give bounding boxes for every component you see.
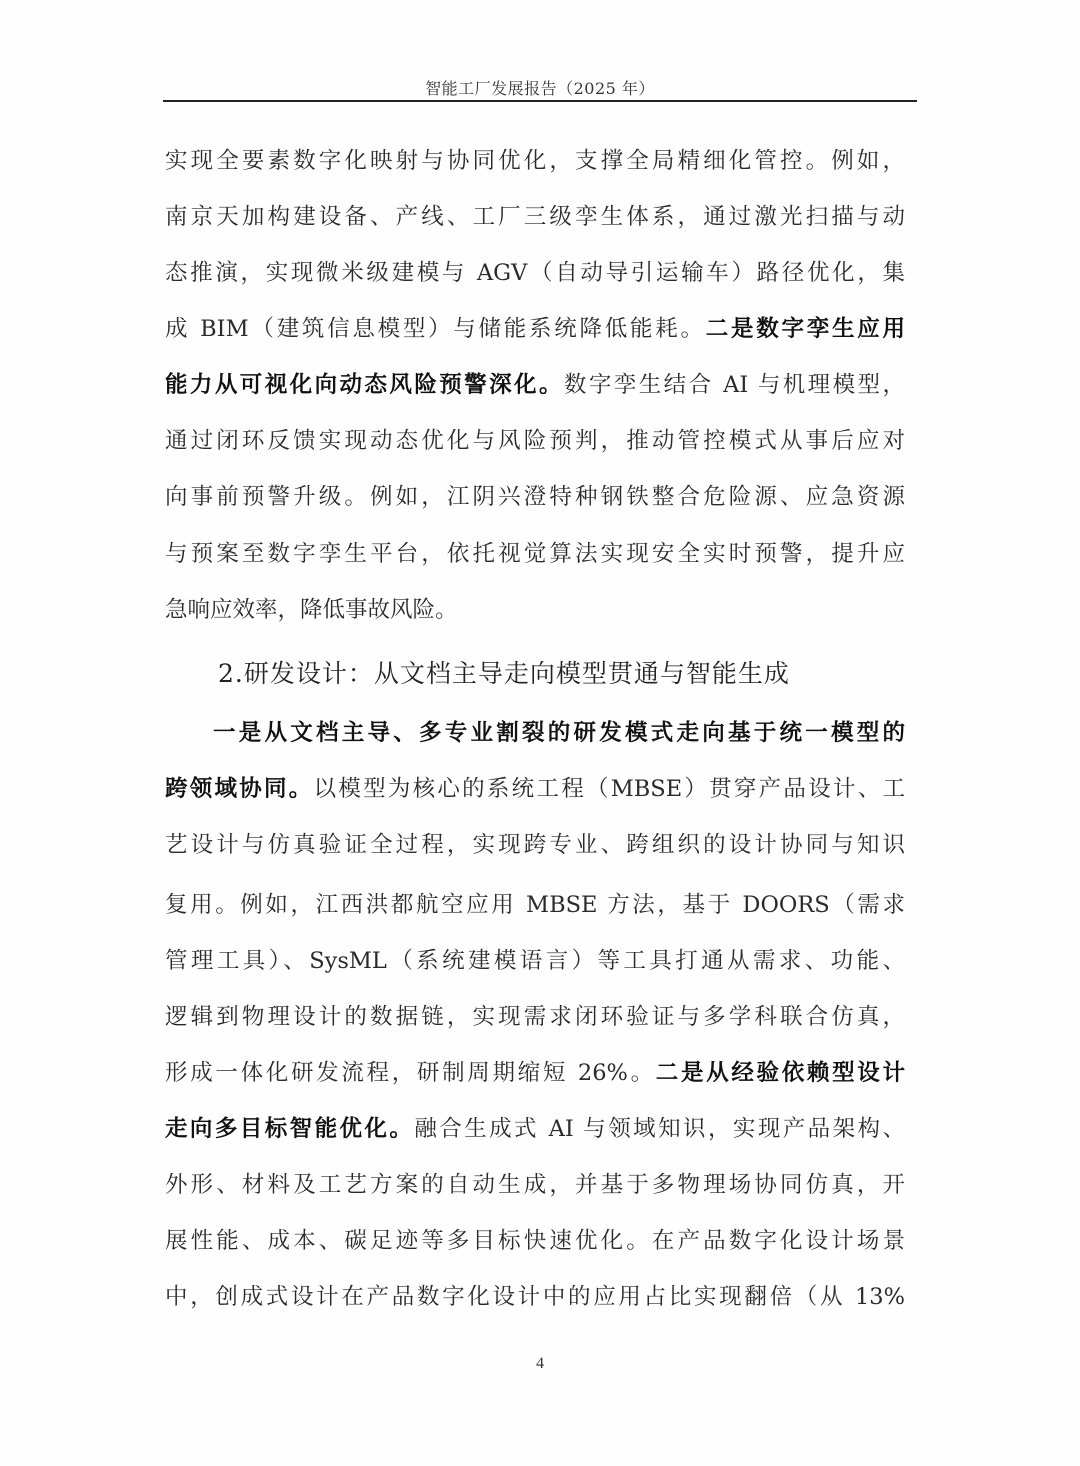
text-segment: 态推演，实现微米级建模与 AGV（自动导引运输车）路径优化，集 [165,260,905,286]
text-segment: 南京天加构建设备、产线、工厂三级孪生体系，通过激光扫描与动 [165,204,905,230]
text-line [165,258,905,288]
text-line [165,595,905,625]
running-header: 智能工厂发展报告（2025 年） [425,79,655,98]
text-segment: 艺设计与仿真验证全过程，实现跨专业、跨组织的设计协同与知识 [165,832,905,858]
bold-text-segment: 跨领域协同。 [165,776,314,802]
text-line [165,426,905,456]
text-line [165,1170,905,1200]
page-number: 4 [536,1355,544,1372]
text-segment: 以模型为核心的系统工程（MBSE）贯穿产品设计、工 [313,776,905,802]
text-line [165,946,905,976]
text-line [165,314,905,344]
text-segment: 形成一体化研发流程，研制周期缩短 26%。 [165,1060,656,1086]
bold-text-segment: 走向多目标智能优化。 [165,1116,415,1142]
bold-text-segment: 二是数字孪生应用 [705,316,905,342]
text-segment: 展性能、成本、碳足迹等多目标快速优化。在产品数字化设计场景 [165,1228,905,1254]
bold-text-segment: 能力从可视化向动态风险预警深化。 [165,372,564,398]
text-line [165,202,905,232]
text-segment: 实现全要素数字化映射与协同优化，支撑全局精细化管控。例如， [165,148,905,174]
text-line [165,890,905,920]
text-segment: 逻辑到物理设计的数据链，实现需求闭环验证与多学科联合仿真， [165,1004,905,1030]
text-line [165,1058,905,1088]
text-line [165,774,905,804]
text-segment: 向事前预警升级。例如，江阴兴澄特种钢铁整合危险源、应急资源 [165,484,905,510]
text-line [165,370,905,400]
text-line [165,830,905,860]
text-line [165,1282,905,1312]
text-line [165,1002,905,1032]
text-segment: 复用。例如，江西洪都航空应用 MBSE 方法，基于 DOORS（需求 [165,892,905,918]
text-segment: 中，创成式设计在产品数字化设计中的应用占比实现翻倍（从 13% [165,1284,905,1310]
text-line [165,482,905,512]
bold-text-segment: 二是从经验依赖型设计 [655,1060,905,1086]
text-segment: 急响应效率，降低事故风险。 [165,597,458,623]
text-line [165,1114,905,1144]
section-heading: 2.研发设计：从文档主导走向模型贯通与智能生成 [218,659,790,688]
text-line [165,539,905,569]
header-rule [163,100,917,102]
text-segment: 成 BIM（建筑信息模型）与储能系统降低能耗。 [165,316,706,342]
text-line [213,718,905,748]
text-line [165,146,905,176]
text-segment: 与预案至数字孪生平台，依托视觉算法实现安全实时预警，提升应 [165,541,905,567]
text-segment: 管理工具）、SysML（系统建模语言）等工具打通从需求、功能、 [165,948,905,974]
text-segment: 融合生成式 AI 与领域知识，实现产品架构、 [414,1116,905,1142]
bold-text-segment: 一是从文档主导、多专业割裂的研发模式走向基于统一模型的 [213,720,905,746]
text-segment: 通过闭环反馈实现动态优化与风险预判，推动管控模式从事后应对 [165,428,905,454]
text-line [165,1226,905,1256]
text-segment: 数字孪生结合 AI 与机理模型， [563,372,905,398]
text-segment: 外形、材料及工艺方案的自动生成，并基于多物理场协同仿真，开 [165,1172,905,1198]
